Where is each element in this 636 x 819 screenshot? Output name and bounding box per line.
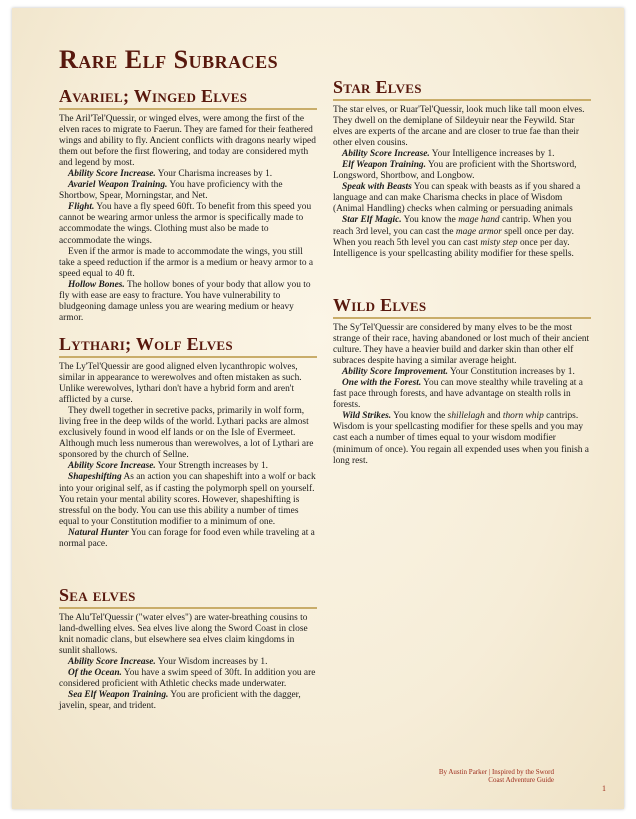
star-weapon-training: Elf Weapon Training. You are proficient with the Shortsword, Longsword, Shortbow, and Longbow.: [333, 160, 577, 182]
footer-credit: [439, 768, 554, 784]
section-divider: [59, 108, 317, 110]
star-asi: Ability Score Increase. Your Intelligence increases by 1.: [342, 149, 555, 160]
section-sea-elves: [59, 585, 317, 712]
star-speak-with-beasts: Speak with Beasts You can speak with beasts as if you shared a language and can make Charisma checks in place of Wisdom (Animal Handling) checks when calming or persuading animals: [333, 182, 581, 215]
section-lythari: [59, 334, 317, 550]
lythari-intro-2: They dwell together in secretive packs, primarily in wolf form, living free in the deep wilds of the world. Lythari packs are almost exclusively found in wood elf lands or on the Isle of Evermeet. Although much less numerous than werewolves, a lot of Lythari are sponsored by the church of Sellne.: [59, 406, 314, 461]
star-elf-magic: Star Elf Magic. You know the mage hand cantrip. When you reach 3rd level, you can cast the mage armor spell once per day. When you reach 5th level you can cast misty step once per day. Intelligence is your spellcasting ability modifier for these spells.: [333, 215, 574, 259]
sea-weapon-training: Sea Elf Weapon Training. You are proficient with the dagger, javelin, spear, and trident.: [59, 690, 301, 712]
avariel-hollow-bones: Hollow Bones. The hollow bones of your body that allow you to fly with ease are easy to fracture. You have vulnerability to bludgeoning damage unless you are wearing medium or heavy armor.: [59, 279, 311, 323]
section-heading-wild: Wild Elves: [333, 295, 427, 315]
sea-of-the-ocean: Of the Ocean. You have a swim speed of 30ft. In addition you are considered proficient with Athletic checks made underwater.: [59, 668, 316, 690]
section-heading-sea: Sea elves: [59, 585, 136, 605]
document-page: [12, 8, 624, 809]
section-avariel: [59, 86, 317, 324]
section-wild-elves: [333, 295, 591, 467]
wild-strikes: Wild Strikes. You know the shillelagh and thorn whip cantrips. Wisdom is your spellcasting modifier for these spells and you may cast each a number of times equal to your wisdom modifier (minimum of once). You regain all expended uses when you finish a long rest.: [333, 411, 589, 466]
avariel-flight-armor: Even if the armor is made to accommodate the wings, you still take a speed reduction if the armor is a medium or heavy armor to a speed equal to 40 ft.: [59, 246, 314, 279]
section-heading-lythari: Lythari; Wolf Elves: [59, 334, 233, 354]
sea-intro: The Alu'Tel'Quessir ("water elves") are water-breathing cousins to land-dwelling elves. Sea elves live along the Sword Coast in close knit nomadic clans, but elsewhere sea elves claim kingdoms in sunlit shallows.: [59, 613, 308, 657]
footer-credit-line-1: By Austin Parker | Inspired by the Sword: [438, 768, 554, 776]
lythari-asi: Ability Score Increase. Your Strength increases by 1.: [68, 461, 268, 472]
lythari-natural-hunter: Natural Hunter You can forage for food even while traveling at a normal pace.: [59, 527, 315, 549]
wild-one-with-the-forest: One with the Forest. You can move stealthy while traveling at a fast pace through forests, and have advantage on stealth rolls in forests.: [333, 378, 583, 411]
section-heading-avariel: Avariel; Winged Elves: [59, 86, 248, 106]
lythari-intro: The Ly'Tel'Quessir are good aligned elven lycanthropic wolves, similar in appearance to werewolves and often mistaken as such. Unlike werewolves, lythari don't have a hybrid form and aren't afflicted by a curse.: [59, 362, 302, 406]
avariel-flight: Flight. You have a fly speed 60ft. To benefit from this speed you cannot be wearing armor unless the armor is specifically made to accommodate the wings. Clothing must also be made to accommodate the wings.: [59, 202, 312, 246]
section-divider: [333, 317, 591, 319]
section-divider: [333, 99, 591, 101]
section-heading-star: Star Elves: [333, 77, 422, 97]
wild-intro: The Sy'Tel'Quessir are considered by many elves to be the most strange of their race, having abandoned or lost much of their ancient culture. They have a heavier build and darker skin than other elf subraces despite having a similar average height.: [333, 323, 590, 367]
avariel-intro: The Aril'Tel'Quessir, or winged elves, were among the first of the elven races to migrate to Faerun. They are famed for their feathered wings and ability to fly. Ancient conflicts with dragons nearly wiped them out before the first flowering, and today are considered myth and legend by most.: [59, 114, 316, 169]
avariel-weapon-training: Avariel Weapon Training. You have proficiency with the Shortbow, Spear, Morningstar, and Net.: [59, 180, 283, 202]
section-divider: [59, 607, 317, 609]
page-title: Rare Elf Subraces: [59, 45, 279, 74]
lythari-shapeshifting: Shapeshifting As an action you can shapeshift into a wolf or back into your original self, as if casting the polymorph spell on yourself. You retain your mental ability scores. However, shapeshifting is stressful on the body. You can use this ability a number of times equal to your Constitution modifier to a minimum of one.: [59, 472, 316, 527]
wild-asi: Ability Score Improvement. Your Constitution increases by 1.: [342, 367, 575, 378]
footer-credit-line-2: Coast Adventure Guide: [488, 776, 554, 784]
sea-asi: Ability Score Increase. Your Wisdom increases by 1.: [68, 657, 268, 668]
page-number: 1: [602, 784, 606, 793]
section-star-elves: [333, 77, 591, 260]
section-divider: [59, 356, 317, 358]
avariel-asi: Ability Score Increase. Your Charisma increases by 1.: [68, 169, 273, 180]
star-intro: The star elves, or Ruar'Tel'Quessir, look much like tall moon elves. They dwell on the demiplane of Sildeyuir near the Feywild. Star elves are experts of the arcane and are closer to true fae than their other elven cousins.: [333, 105, 585, 149]
